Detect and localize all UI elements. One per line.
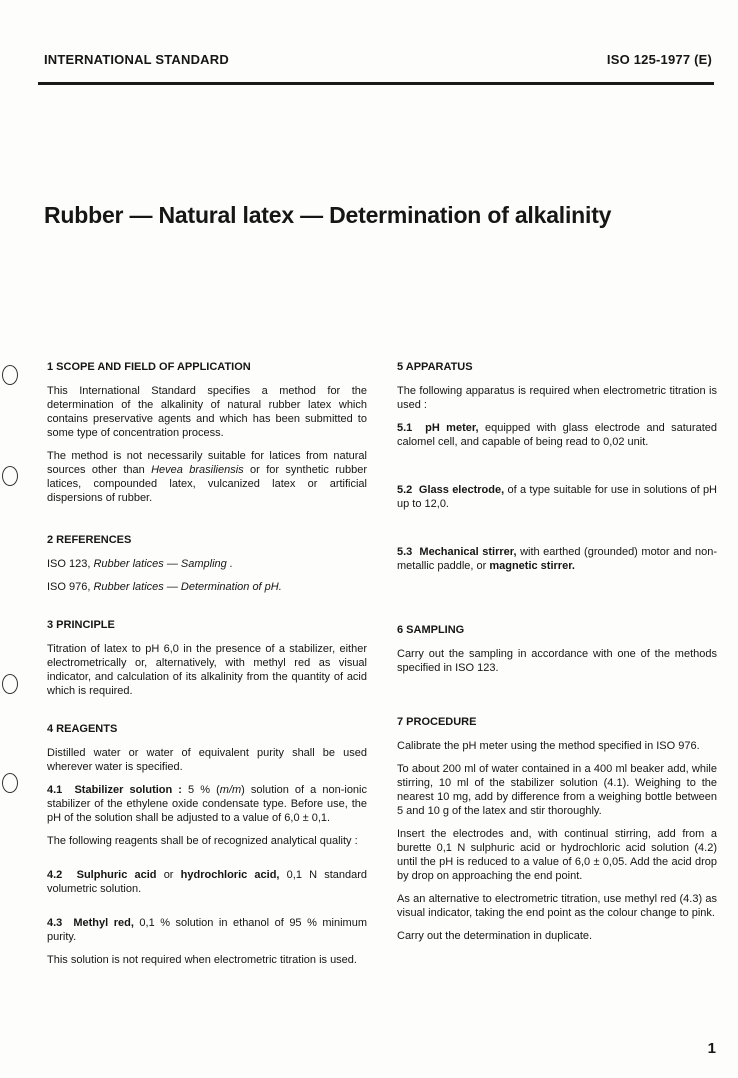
item-4-3: 4.3 Methyl red, 0,1 % solution in ethanol of 95 % minimum purity. xyxy=(47,917,367,943)
section-7-paragraph-1: Calibrate the pH meter using the method specified in ISO 976. xyxy=(397,740,700,752)
section-6-heading: 6 SAMPLING xyxy=(397,624,465,636)
section-7-heading: 7 PROCEDURE xyxy=(397,716,477,728)
section-4-paragraph: Distilled water or water of equivalent purity shall be used wherever water is specified. xyxy=(47,747,367,773)
right-column xyxy=(397,360,717,952)
section-1-paragraph: This International Standard specifies a method for the determination of the alkalinity of natural rubber latex which contains preservative agents and which has been submitted to some type of concentration process. xyxy=(47,385,367,439)
item-5-2: 5.2 Glass electrode, of a type suitable for use in solutions of pH up to 12,0. xyxy=(397,484,718,510)
page-number: 1 xyxy=(707,1040,716,1057)
header-rule xyxy=(38,82,714,85)
section-5-paragraph: The following apparatus is required when electrometric titration is used : xyxy=(397,385,717,411)
header-standard-label: INTERNATIONAL STANDARD xyxy=(44,52,229,67)
section-7-paragraph-5: Carry out the determination in duplicate. xyxy=(397,930,593,942)
punch-hole xyxy=(2,773,18,793)
section-4-paragraph-2: The following reagents shall be of recognized analytical quality : xyxy=(47,835,358,847)
section-2-heading: 2 REFERENCES xyxy=(47,534,132,546)
section-1-paragraph-2: The method is not necessarily suitable for latices from natural sources other than Hevea brasiliensis or for synthetic rubber latices, compounded latex, vulcanized latex or artificial dispersions of rubber. xyxy=(47,450,367,504)
header-doc-number: ISO 125-1977 (E) xyxy=(606,52,712,67)
section-3-paragraph: Titration of latex to pH 6,0 in the presence of a stabilizer, either electrometrically or, alternatively, with methyl red as visual indicator, and calculation of its alkalinity from the quantity of acid which is required. xyxy=(47,643,367,697)
section-4-paragraph-3: This solution is not required when electrometric titration is used. xyxy=(47,954,357,966)
item-5-3: 5.3 Mechanical stirrer, with earthed (grounded) motor and non-metallic paddle, or magnetic stirrer. xyxy=(397,546,717,572)
section-7-paragraph-2: To about 200 ml of water contained in a 400 ml beaker add, while stirring, 10 ml of the stabilizer solution (4.1). Weighing to the nearest 10 mg, add by difference from a weighing bottle between 5 and 10 g of the latex and stir thoroughly. xyxy=(397,763,717,817)
document-title: Rubber — Natural latex — Determination of alkalinity xyxy=(44,202,612,228)
reference-iso-976: ISO 976, Rubber latices — Determination of pH. xyxy=(47,581,282,593)
section-7-paragraph-3: Insert the electrodes and, with continual stirring, add from a burette 0,1 N sulphuric acid or hydrochloric acid solution (4.2) until the pH is reduced to a value of 6,0 ± 0,05. Add the acid drop by drop on approaching the end point. xyxy=(397,828,717,882)
item-4-2: 4.2 Sulphuric acid or hydrochloric acid, 0,1 N standard volumetric solution. xyxy=(47,869,368,895)
section-4-heading: 4 REAGENTS xyxy=(47,723,118,735)
section-3-heading: 3 PRINCIPLE xyxy=(47,619,115,631)
punch-hole xyxy=(2,365,18,385)
section-5-heading: 5 APPARATUS xyxy=(397,361,473,373)
punch-hole xyxy=(2,674,18,694)
punch-hole xyxy=(2,466,18,486)
section-6-paragraph: Carry out the sampling in accordance with one of the methods specified in ISO 123. xyxy=(397,648,717,674)
left-column xyxy=(47,360,367,976)
section-7-paragraph-4: As an alternative to electrometric titration, use methyl red (4.3) as visual indicator, taking the end point as the colour change to pink. xyxy=(397,893,717,919)
item-5-1: 5.1 pH meter, equipped with glass electrode and saturated calomel cell, and capable of being read to 0,02 unit. xyxy=(397,422,717,448)
reference-iso-123: ISO 123, Rubber latices — Sampling . xyxy=(47,558,233,570)
section-1-heading: 1 SCOPE AND FIELD OF APPLICATION xyxy=(47,361,251,373)
item-4-1: 4.1 Stabilizer solution : 5 % (m/m) solution of a non-ionic stabilizer of the ethylene oxide condensate type. Before use, the pH of the solution shall be adjusted to a value of 6,0 ± 0,1. xyxy=(47,784,367,824)
